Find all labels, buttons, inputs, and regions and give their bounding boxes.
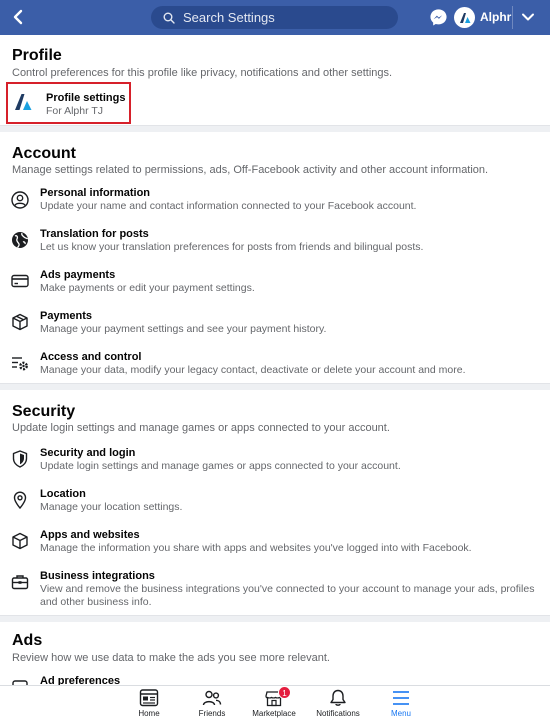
messenger-button[interactable]	[429, 8, 448, 27]
credit-card-icon	[10, 271, 30, 291]
item-title: Business integrations	[40, 570, 155, 582]
settings-content[interactable]	[0, 35, 550, 685]
bell-icon	[328, 689, 348, 707]
section-title-profile: Profile	[12, 47, 62, 64]
profile-settings-subtitle: For Alphr TJ	[46, 105, 103, 117]
item-desc: Let us know your translation preferences for posts from friends and bilingual posts.	[40, 241, 424, 253]
section-desc-profile: Control preferences for this profile like privacy, notifications and other settings.	[12, 67, 393, 79]
nav-label: Home	[138, 709, 160, 718]
item-title: Location	[40, 488, 86, 500]
item-desc: Update your name and contact information connected to your Facebook account.	[40, 200, 417, 212]
section-separator	[0, 383, 550, 390]
topbar-divider	[512, 6, 513, 29]
profile-settings-title: Profile settings	[46, 92, 126, 104]
section-separator	[0, 615, 550, 622]
item-desc: Make payments or edit your payment settings.	[40, 282, 255, 294]
cube-icon	[10, 531, 30, 551]
alphr-logo-icon	[458, 11, 472, 25]
section-title-account: Account	[12, 145, 76, 162]
nav-label: Menu	[390, 709, 411, 718]
item-desc: Manage your data, modify your legacy contact, deactivate or delete your account and more.	[40, 364, 466, 376]
section-title-ads: Ads	[12, 632, 43, 649]
item-desc: Manage your location settings.	[40, 501, 183, 513]
item-desc-line2: and other business info.	[40, 596, 152, 608]
section-desc-ads: Review how we use data to make the ads you see more relevant.	[12, 652, 330, 664]
chevron-down-icon	[521, 11, 535, 23]
search-input[interactable]	[151, 6, 398, 29]
alphr-logo-icon	[12, 91, 34, 113]
globe-icon	[10, 230, 30, 250]
item-title: Apps and websites	[40, 529, 140, 541]
item-desc: Manage the information you share with apps and websites you've logged into with Facebook.	[40, 542, 472, 554]
section-desc-account: Manage settings related to permissions, ads, Off-Facebook activity and other account information.	[12, 164, 489, 176]
home-feed-icon	[139, 689, 159, 707]
search-icon	[163, 12, 175, 24]
item-title: Ad preferences	[40, 675, 121, 685]
account-avatar[interactable]	[454, 7, 475, 28]
profile-avatar	[10, 89, 36, 115]
nav-label: Friends	[198, 709, 226, 718]
item-title: Translation for posts	[40, 228, 149, 240]
nav-notifications[interactable]	[308, 686, 368, 718]
nav-label: Marketplace	[252, 709, 296, 718]
section-separator	[0, 125, 550, 132]
section-title-security: Security	[12, 403, 76, 420]
search-placeholder: Search Settings	[183, 10, 275, 25]
box-icon	[10, 312, 30, 332]
briefcase-icon	[10, 572, 30, 592]
friends-icon	[202, 689, 222, 707]
nav-label: Notifications	[316, 709, 360, 718]
item-title: Security and login	[40, 447, 136, 459]
section-desc-security: Update login settings and manage games or apps connected to your account.	[12, 422, 390, 434]
notification-badge: 1	[278, 686, 291, 699]
account-menu-button[interactable]	[521, 10, 537, 24]
bottom-navigation	[0, 685, 550, 718]
top-bar	[0, 0, 550, 35]
person-circle-icon	[10, 190, 30, 210]
nav-friends[interactable]	[182, 686, 242, 718]
location-pin-icon	[10, 490, 30, 510]
nav-marketplace[interactable]	[244, 686, 304, 718]
list-gear-icon	[10, 353, 30, 373]
hamburger-menu-icon	[391, 689, 411, 707]
item-desc-line1: View and remove the business integrations you've connected to your account to manage your ads, profiles	[40, 583, 535, 595]
nav-home[interactable]	[119, 686, 179, 718]
shield-icon	[10, 449, 30, 469]
item-title: Payments	[40, 310, 92, 322]
item-title: Personal information	[40, 187, 151, 199]
item-desc: Update login settings and manage games or apps connected to your account.	[40, 460, 401, 472]
item-title: Access and control	[40, 351, 142, 363]
item-desc: Manage your payment settings and see your payment history.	[40, 323, 327, 335]
megaphone-icon	[10, 677, 30, 685]
item-title: Ads payments	[40, 269, 116, 281]
messenger-icon	[429, 8, 448, 27]
nav-menu[interactable]	[371, 686, 431, 718]
account-name[interactable]: Alphr	[480, 10, 512, 24]
back-button[interactable]	[8, 6, 28, 28]
chevron-left-icon	[12, 9, 24, 25]
